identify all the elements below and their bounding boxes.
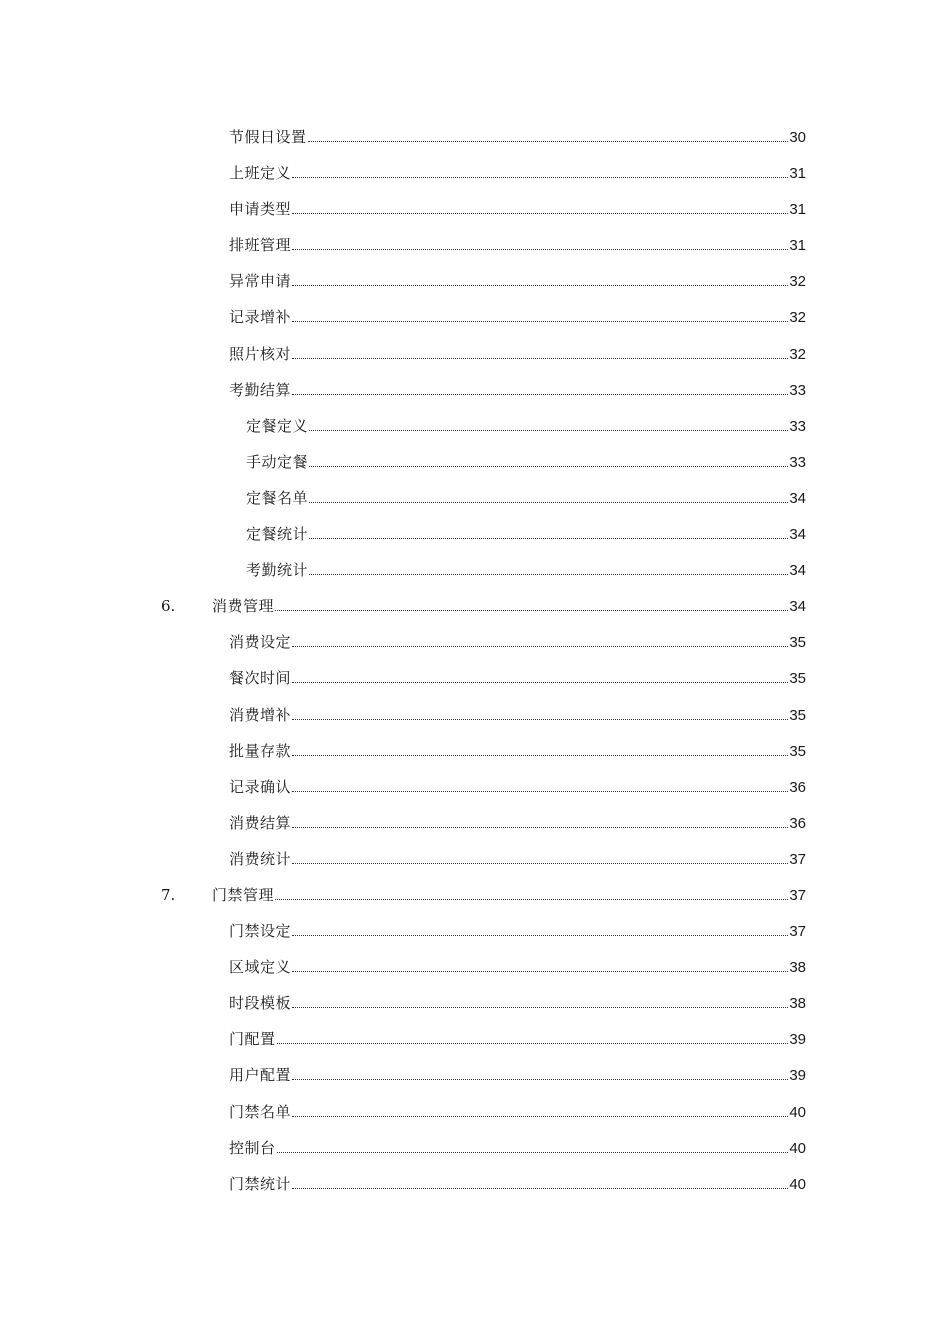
toc-entry-page-number: 31 [789,201,806,219]
toc-entry[interactable] [0,950,950,986]
toc-entry[interactable] [0,698,950,734]
dot-leader [309,502,788,503]
toc-entry-page-number: 31 [789,165,806,183]
dot-leader [309,466,788,467]
toc-entry-title: 上班定义 [229,164,292,183]
toc-entry-line [229,1064,806,1087]
toc-entry-title: 控制台 [229,1138,276,1157]
toc-entry[interactable] [0,806,950,842]
toc-entry-title: 申请类型 [229,200,292,219]
toc-entry-page-number: 40 [789,1139,806,1157]
toc-entry-title: 考勤统计 [246,561,309,580]
toc-entry-page-number: 33 [789,453,806,471]
toc-entry-page-number: 37 [789,923,806,941]
toc-entry-page-number: 35 [789,634,806,652]
toc-entry-line [229,920,806,943]
toc-entry[interactable] [0,1095,950,1131]
toc-entry[interactable] [0,1131,950,1167]
toc-entry-line [246,415,806,438]
toc-entry-title: 时段模板 [229,994,292,1013]
toc-entry-page-number: 31 [789,237,806,255]
toc-entry-page-number: 34 [789,526,806,544]
toc-entry-line [229,1137,806,1160]
toc-entry[interactable] [0,734,950,770]
toc-entry-title: 定餐统计 [246,525,309,544]
toc-entry-line [246,451,806,474]
toc-entry-title: 排班管理 [229,236,292,255]
toc-entry-page-number: 33 [789,417,806,435]
dot-leader [292,1079,788,1080]
dot-leader [292,935,788,936]
dot-leader [277,1152,789,1153]
toc-entry-line [229,162,806,185]
toc-entry-page-number: 32 [789,273,806,291]
toc-entry-page-number: 40 [789,1175,806,1193]
dot-leader [292,358,788,359]
toc-entry-line [229,379,806,402]
toc-entry-page-number: 36 [789,814,806,832]
toc-entry-title: 消费增补 [229,705,292,724]
toc-entry-page-number: 38 [789,995,806,1013]
toc-entry[interactable] [0,409,950,445]
toc-entry-line [229,992,806,1015]
toc-entry-page-number: 34 [789,562,806,580]
toc-entry-line [229,812,806,835]
toc-entry-number: 6. [161,597,176,616]
toc-entry-title: 手动定餐 [246,452,309,471]
dot-leader [309,430,788,431]
toc-entry-page-number: 39 [789,1031,806,1049]
dot-leader [292,646,788,647]
toc-entry-page-number: 37 [789,850,806,868]
toc-entry-line [229,956,806,979]
toc-entry-number: 7. [161,885,176,904]
toc-entry-title: 门禁统计 [229,1174,292,1193]
toc-entry[interactable] [0,986,950,1022]
dot-leader [292,177,788,178]
toc-entry-page-number: 32 [789,309,806,327]
toc-entry[interactable] [0,337,950,373]
toc-entry-page-number: 38 [789,959,806,977]
toc-entry-title: 消费统计 [229,849,292,868]
toc-entry-title: 用户配置 [229,1066,292,1085]
toc-entry-title: 记录增补 [229,308,292,327]
toc-entry-page-number: 40 [789,1103,806,1121]
dot-leader [292,827,788,828]
toc-entry-line [229,198,806,221]
toc-entry[interactable] [0,1022,950,1058]
dot-leader [275,899,788,900]
toc-entry-title: 批量存款 [229,741,292,760]
toc-entry-line [229,1101,806,1124]
dot-leader [292,755,788,756]
toc-entry[interactable] [0,156,950,192]
dot-leader [292,791,788,792]
toc-entry[interactable] [0,373,950,409]
toc-entry-line [229,704,806,727]
toc-entry-title: 定餐定义 [246,416,309,435]
dot-leader [308,141,789,142]
toc-entry-line [229,667,806,690]
toc-entry-title: 消费设定 [229,633,292,652]
toc-entry-line [229,1028,806,1051]
toc-entry[interactable] [0,1167,950,1203]
dot-leader [292,863,788,864]
dot-leader [292,213,788,214]
toc-entry-title: 照片核对 [229,344,292,363]
toc-entry[interactable] [0,445,950,481]
toc-entry-title: 餐次时间 [229,669,292,688]
toc-entry-page-number: 35 [789,670,806,688]
toc-entry-line [212,884,806,907]
toc-entry[interactable] [0,589,950,625]
toc-entry[interactable] [0,120,950,156]
toc-entry-title: 门禁名单 [229,1102,292,1121]
toc-entry-title: 节假日设置 [229,128,307,146]
toc-entry-page-number: 35 [789,706,806,724]
toc-entry-line [229,343,806,366]
toc-entry-title: 门禁管理 [212,885,275,904]
toc-entry-title: 消费结算 [229,813,292,832]
toc-entry[interactable] [0,264,950,300]
toc-entry[interactable] [0,625,950,661]
toc-entry-line [229,1173,806,1196]
toc-entry-title: 区域定义 [229,958,292,977]
toc-entry-page-number: 34 [789,598,806,616]
toc-entry[interactable] [0,553,950,589]
toc-entry-line [229,306,806,329]
toc-entry-title: 消费管理 [212,597,275,616]
dot-leader [292,1188,788,1189]
toc-entry-line [229,776,806,799]
toc-entry-line [246,487,806,510]
toc-entry[interactable] [0,517,950,553]
dot-leader [275,610,788,611]
toc-entry-line [229,631,806,654]
toc-entry-title: 门禁设定 [229,922,292,941]
dot-leader [292,682,788,683]
toc-entry-line [229,270,806,293]
toc-entry-line [229,126,806,149]
toc-entry-line [229,740,806,763]
dot-leader [292,394,788,395]
toc-entry-page-number: 35 [789,742,806,760]
toc-entry-line [246,523,806,546]
toc-entry-page-number: 33 [789,381,806,399]
toc-entry-title: 考勤结算 [229,380,292,399]
toc-entry-page-number: 30 [789,129,806,146]
toc-entry-page-number: 39 [789,1067,806,1085]
toc-entry[interactable] [0,770,950,806]
toc-entry[interactable] [0,914,950,950]
dot-leader [292,719,788,720]
toc-entry[interactable] [0,192,950,228]
toc-entry-title: 定餐名单 [246,488,309,507]
dot-leader [309,538,788,539]
toc-entry[interactable] [0,842,950,878]
dot-leader [309,574,788,575]
toc-entry[interactable] [0,300,950,336]
toc-entry-page-number: 34 [789,489,806,507]
toc-entry[interactable] [0,481,950,517]
toc-entry-page-number: 32 [789,345,806,363]
toc-entry[interactable] [0,228,950,264]
toc-entry-page-number: 37 [789,886,806,904]
toc-entry-page-number: 36 [789,778,806,796]
toc-entry[interactable] [0,1058,950,1094]
dot-leader [292,1116,788,1117]
toc-entry-title: 门配置 [229,1030,276,1049]
dot-leader [292,285,788,286]
table-of-contents [0,120,950,1203]
dot-leader [277,1043,789,1044]
dot-leader [292,249,788,250]
toc-entry-line [212,595,806,618]
toc-entry-title: 异常申请 [229,272,292,291]
toc-entry-line [229,234,806,257]
toc-entry[interactable] [0,661,950,697]
dot-leader [292,321,788,322]
toc-entry-line [229,848,806,871]
toc-entry-title: 记录确认 [229,777,292,796]
dot-leader [292,971,788,972]
dot-leader [292,1007,788,1008]
toc-entry[interactable] [0,878,950,914]
toc-entry-line [246,559,806,582]
